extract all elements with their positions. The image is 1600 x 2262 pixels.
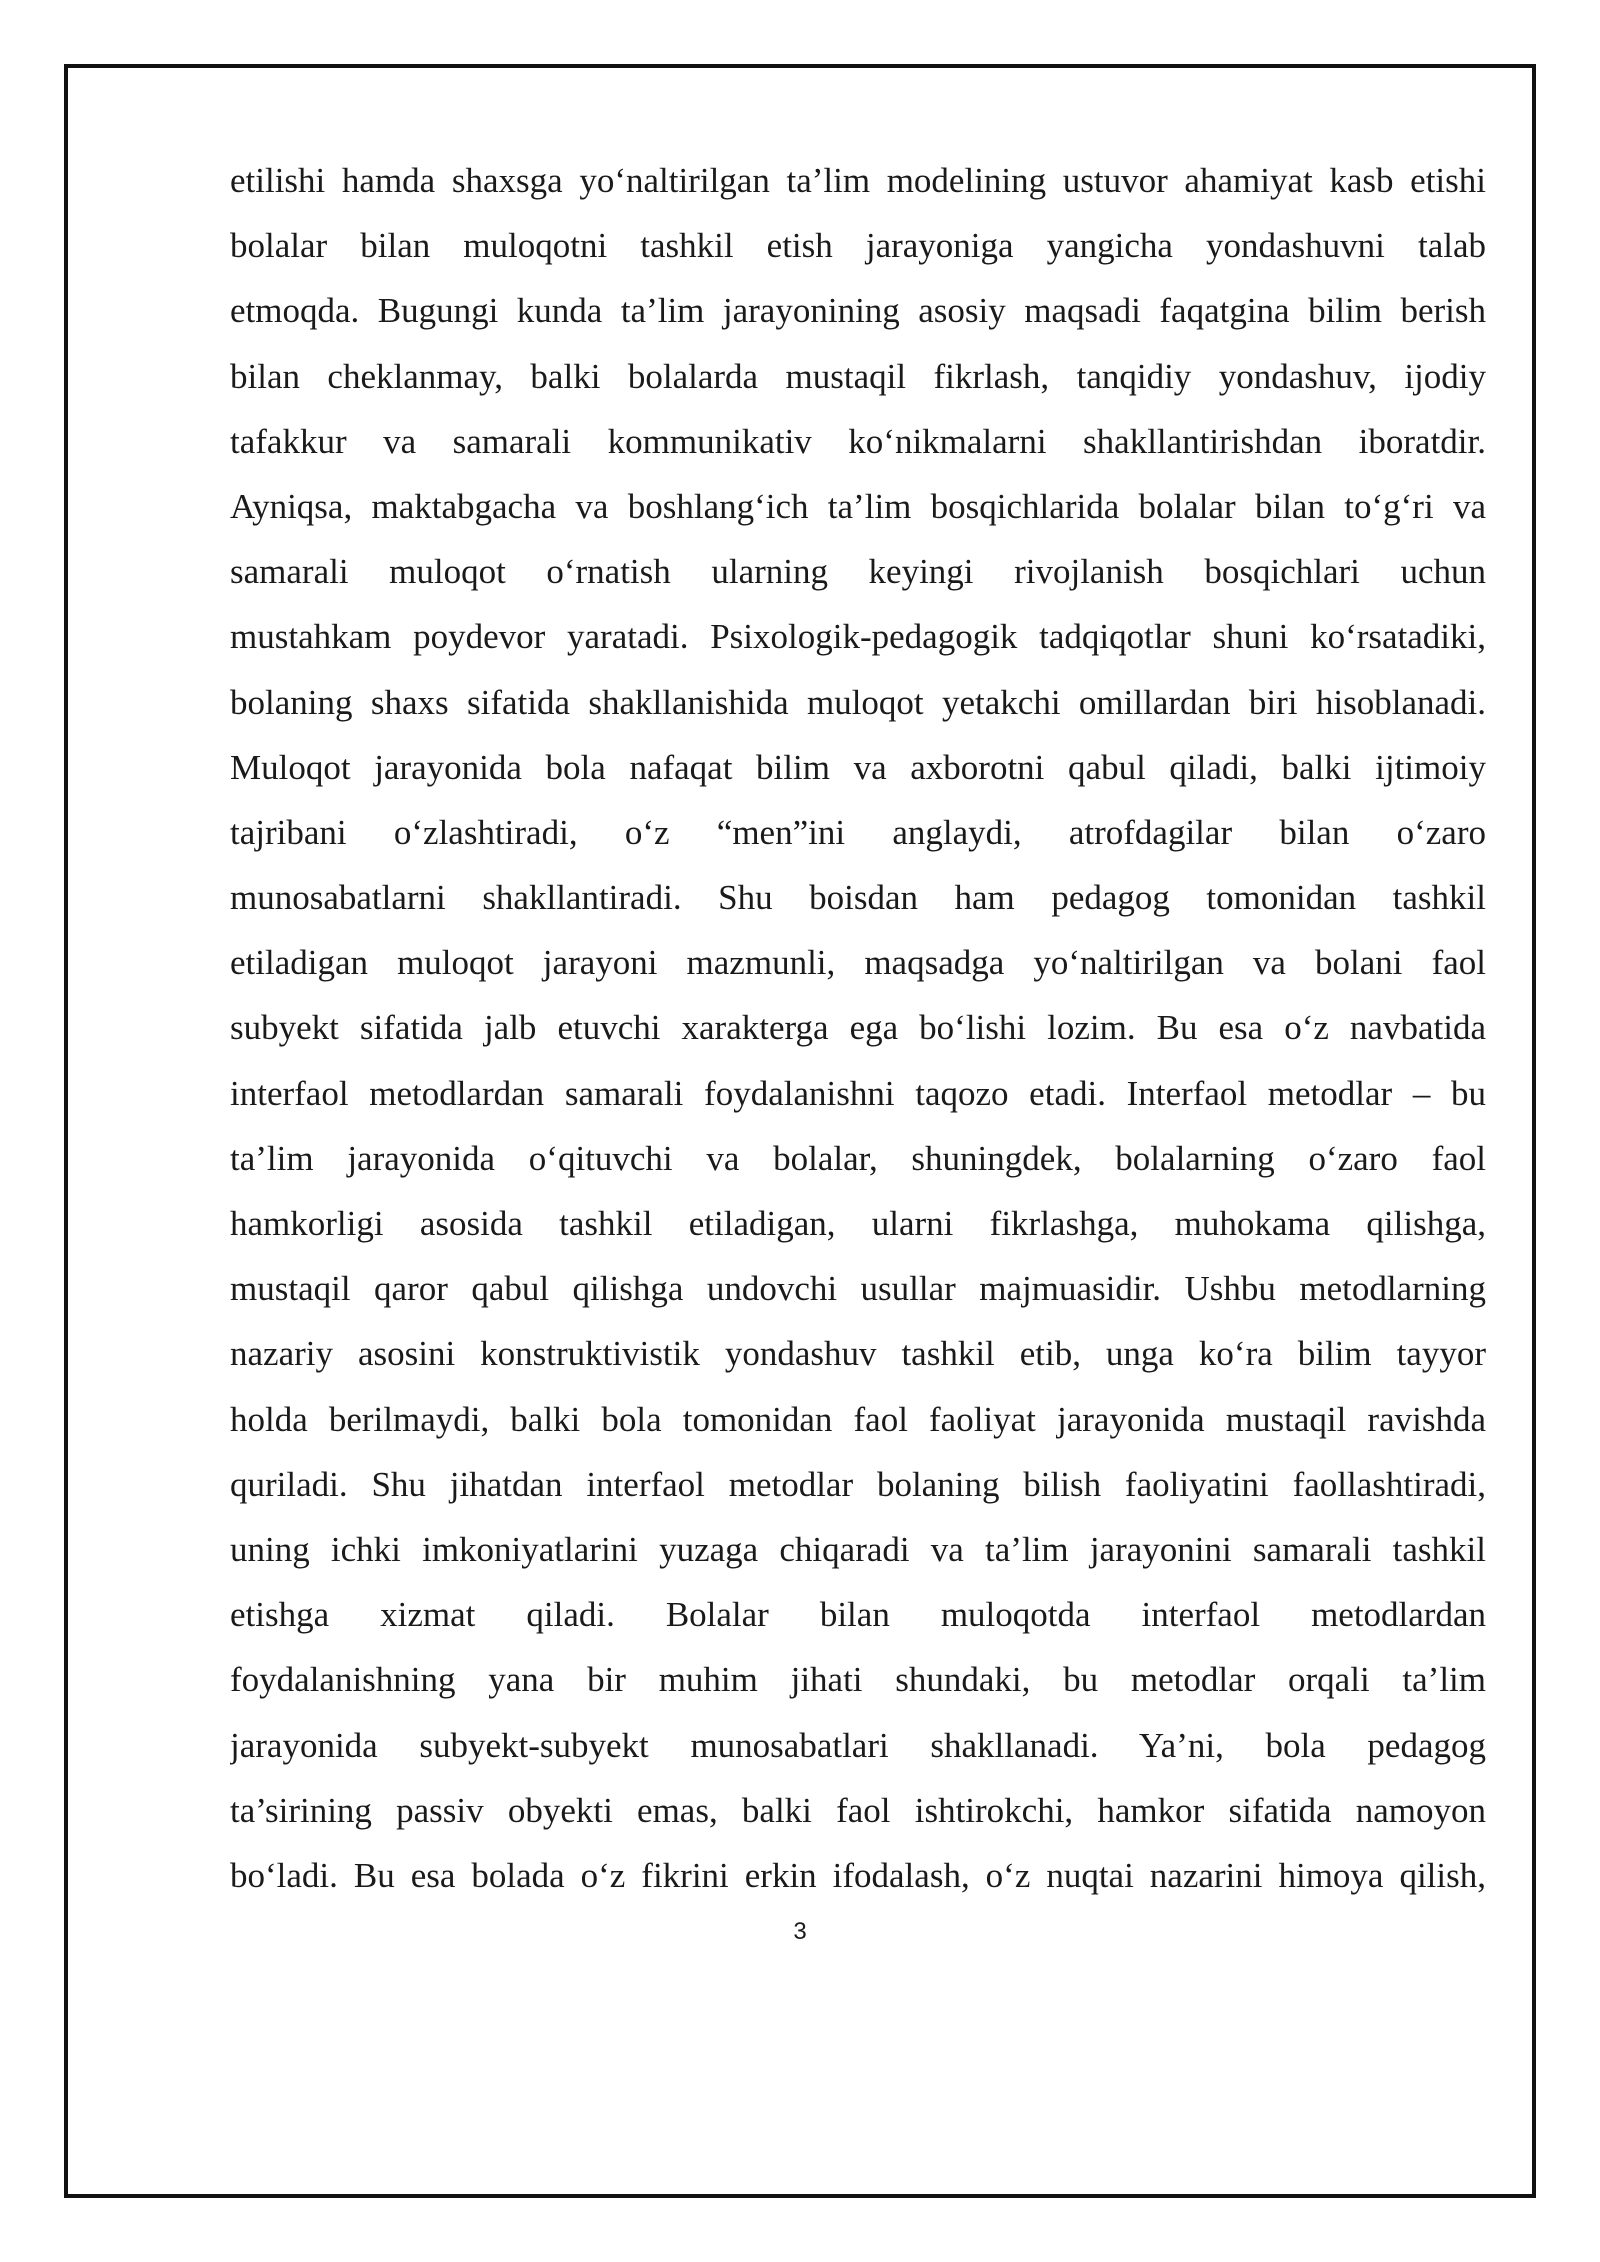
text-line: nazariy asosini konstruktivistik yondashuv tashkil etib, unga ko‘ra bilim tayyor xyxy=(230,1334,1486,1374)
text-line: samarali muloqot o‘rnatish ularning keyingi rivojlanish bosqichlari uchun xyxy=(230,552,1486,592)
text-line: etiladigan muloqot jarayoni mazmunli, maqsadga yo‘naltirilgan va bolani faol xyxy=(230,943,1486,983)
text-line: etishga xizmat qiladi. Bolalar bilan muloqotda interfaol metodlardan xyxy=(230,1595,1486,1635)
text-line: Muloqot jarayonida bola nafaqat bilim va axborotni qabul qiladi, balki ijtimoiy xyxy=(230,747,1486,787)
text-line: bilan cheklanmay, balki bolalarda mustaqil fikrlash, tanqidiy yondashuv, ijodiy xyxy=(230,356,1486,396)
text-line: etilishi hamda shaxsga yo‘naltirilgan ta’lim modelining ustuvor ahamiyat kasb etishi xyxy=(230,161,1486,200)
text-line: interfaol metodlardan samarali foydalanishni taqozo etadi. Interfaol metodlar – bu xyxy=(230,1073,1486,1113)
text-line: holda berilmaydi, balki bola tomonidan faol faoliyat jarayonida mustaqil ravishda xyxy=(230,1399,1486,1439)
text-line: etmoqda. Bugungi kunda ta’lim jarayonining asosiy maqsadi faqatgina bilim berish xyxy=(230,291,1486,331)
text-line: ta’sirining passiv obyekti emas, balki faol ishtirokchi, hamkor sifatida namoyon xyxy=(230,1790,1486,1830)
text-line: tafakkur va samarali kommunikativ ko‘nikmalarni shakllantirishdan iboratdir. xyxy=(230,421,1486,461)
text-line: bolaning shaxs sifatida shakllanishida muloqot yetakchi omillardan biri hisoblanadi. xyxy=(230,682,1486,722)
text-line: bo‘ladi. Bu esa bolada o‘z fikrini erkin ifodalash, o‘z nuqtai nazarini himoya qilish, xyxy=(230,1855,1486,1895)
text-line: jarayonida subyekt-subyekt munosabatlari shakllanadi. Ya’ni, bola pedagog xyxy=(230,1725,1486,1765)
body-text xyxy=(230,148,1486,1908)
text-line: hamkorligi asosida tashkil etiladigan, ularni fikrlashga, muhokama qilishga, xyxy=(230,1204,1486,1243)
text-line: munosabatlarni shakllantiradi. Shu boisdan ham pedagog tomonidan tashkil xyxy=(230,878,1486,918)
text-line: Ayniqsa, maktabgacha va boshlang‘ich ta’lim bosqichlarida bolalar bilan to‘g‘ri va xyxy=(230,486,1486,526)
text-line: foydalanishning yana bir muhim jihati shundaki, bu metodlar orqali ta’lim xyxy=(230,1660,1486,1700)
text-line: bolalar bilan muloqotni tashkil etish jarayoniga yangicha yondashuvni talab xyxy=(230,226,1486,266)
text-line: tajribani o‘zlashtiradi, o‘z “men”ini anglaydi, atrofdagilar bilan o‘zaro xyxy=(230,812,1486,852)
text-line: mustaqil qaror qabul qilishga undovchi usullar majmuasidir. Ushbu metodlarning xyxy=(230,1269,1486,1309)
text-line: ta’lim jarayonida o‘qituvchi va bolalar, shuningdek, bolalarning o‘zaro faol xyxy=(230,1138,1486,1178)
text-line: quriladi. Shu jihatdan interfaol metodlar bolaning bilish faoliyatini faollashtiradi, xyxy=(230,1464,1486,1504)
text-line: uning ichki imkoniyatlarini yuzaga chiqaradi va ta’lim jarayonini samarali tashkil xyxy=(230,1529,1486,1569)
page-number: 3 xyxy=(793,1918,807,1945)
text-line: mustahkam poydevor yaratadi. Psixologik-pedagogik tadqiqotlar shuni ko‘rsatadiki, xyxy=(230,617,1486,657)
text-line: subyekt sifatida jalb etuvchi xarakterga ega bo‘lishi lozim. Bu esa o‘z navbatida xyxy=(230,1008,1486,1048)
